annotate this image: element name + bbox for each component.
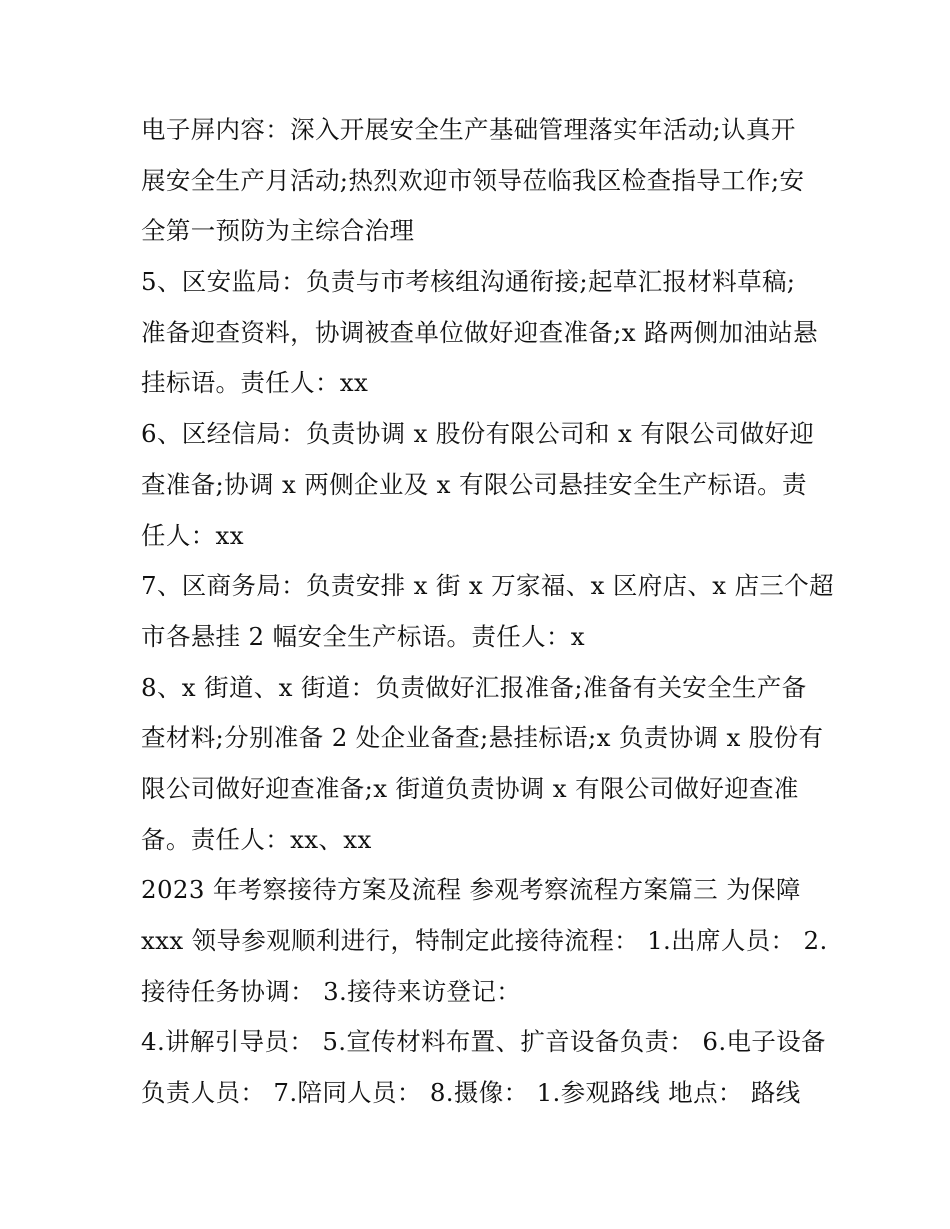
- text-line: 7、区商务局：负责安排 x 街 x 万家福、x 区府店、x 店三个超: [141, 571, 834, 601]
- text-line: 5、区安监局：负责与市考核组沟通衔接;起草汇报材料草稿;: [141, 267, 796, 297]
- text-line: 展安全生产月活动;热烈欢迎市领导莅临我区检查指导工作;安: [141, 165, 805, 195]
- text-line: 准备迎查资料，协调被查单位做好迎查准备;x 路两侧加油站悬: [141, 317, 819, 347]
- text-line: 2023 年考察接待方案及流程 参观考察流程方案篇三 为保障: [141, 875, 801, 905]
- text-line: 电子屏内容：深入开展安全生产基础管理落实年活动;认真开: [141, 115, 796, 144]
- text-line: 备。责任人：xx、xx: [141, 824, 372, 854]
- text-line: 挂标语。责任人：xx: [141, 368, 369, 398]
- text-line: xxx 领导参观顺利进行，特制定此接待流程： 1.出席人员： 2.: [141, 926, 828, 955]
- text-line: 查材料;分别准备 2 处企业备查;悬挂标语;x 负责协调 x 股份有: [141, 723, 824, 753]
- text-line: 4.讲解引导员： 5.宣传材料布置、扩音设备负责： 6.电子设备: [141, 1027, 826, 1057]
- text-line: 查准备;协调 x 两侧企业及 x 有限公司悬挂安全生产标语。责: [141, 469, 807, 499]
- text-line: 任人：xx: [141, 520, 244, 550]
- text-line: 接待任务协调： 3.接待来访登记：: [141, 976, 522, 1006]
- text-line: 市各悬挂 2 幅安全生产标语。责任人：x: [141, 621, 585, 651]
- text-line: 负责人员： 7.陪同人员： 8.摄像： 1.参观路线 地点： 路线: [141, 1078, 801, 1108]
- text-line: 全第一预防为主综合治理: [141, 216, 415, 246]
- text-line: 限公司做好迎查准备;x 街道负责协调 x 有限公司做好迎查准: [141, 773, 799, 803]
- document-body: [141, 105, 834, 1119]
- text-line: 6、区经信局：负责协调 x 股份有限公司和 x 有限公司做好迎: [141, 419, 815, 449]
- text-line: 8、x 街道、x 街道：负责做好汇报准备;准备有关安全生产备: [141, 672, 807, 702]
